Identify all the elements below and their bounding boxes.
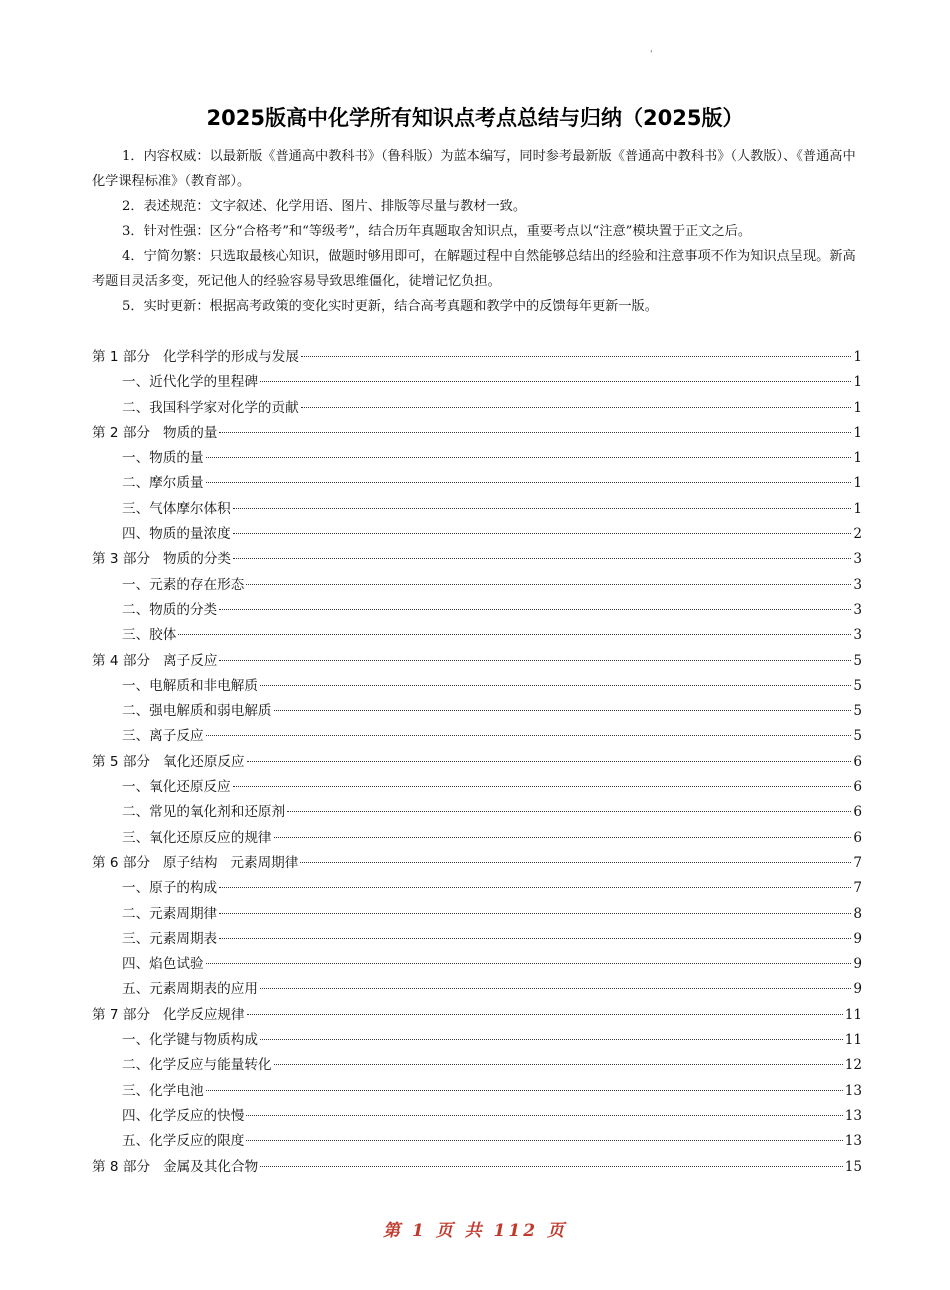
toc-page-number: 13 <box>844 1107 862 1124</box>
toc-entry-title: 一、化学键与物质构成 <box>122 1032 258 1049</box>
toc-page-number: 5 <box>853 728 862 745</box>
toc-entry-title: 化学反应规律 <box>163 1006 245 1023</box>
toc-dot-leader <box>206 457 852 458</box>
toc-dot-leader <box>300 862 851 863</box>
toc-dot-leader <box>247 1014 843 1015</box>
document-title: 2025版高中化学所有知识点考点总结与归纳（2025版） <box>206 106 744 130</box>
toc-page-number: 9 <box>853 956 862 973</box>
toc-entry-title: 二、元素周期律 <box>122 905 218 922</box>
toc-entry-title: 三、离子反应 <box>122 728 204 745</box>
toc-page-number: 1 <box>853 424 862 441</box>
toc-section-entry[interactable] <box>92 902 862 927</box>
toc-entry-title: 三、化学电池 <box>122 1082 204 1099</box>
toc-dot-leader <box>260 685 851 686</box>
toc-chapter-number: 第 3 部分 <box>92 551 164 568</box>
toc-entry-title: 氧化还原反应 <box>163 753 245 770</box>
toc-dot-leader <box>178 634 851 635</box>
toc-section-entry[interactable] <box>92 623 862 648</box>
intro-paragraph: 2．表述规范：文字叙述、化学用语、图片、排版等尽量与教材一致。 <box>122 199 527 214</box>
toc-dot-leader <box>219 609 851 610</box>
toc-dot-leader <box>301 407 852 408</box>
toc-dot-leader <box>206 482 852 483</box>
toc-entry-title: 四、化学反应的快慢 <box>122 1107 245 1124</box>
toc-chapter-number: 第 5 部分 <box>92 753 164 770</box>
toc-entry-title: 一、物质的量 <box>122 450 204 467</box>
toc-page-number: 2 <box>853 526 862 543</box>
table-of-contents <box>92 345 862 1180</box>
toc-section-entry[interactable] <box>92 446 862 471</box>
toc-entry-title: 三、氧化还原反应的规律 <box>122 829 272 846</box>
toc-entry-title: 原子结构 元素周期律 <box>163 854 299 871</box>
toc-section-entry[interactable] <box>92 1129 862 1154</box>
toc-chapter-number: 第 6 部分 <box>92 854 164 871</box>
toc-dot-leader <box>260 988 851 989</box>
toc-dot-leader <box>219 938 851 939</box>
toc-page-number: 1 <box>853 475 862 492</box>
toc-dot-leader <box>219 887 851 888</box>
toc-section-entry[interactable] <box>92 927 862 952</box>
toc-entry-title: 金属及其化合物 <box>163 1158 259 1175</box>
toc-section-entry[interactable] <box>92 370 862 395</box>
toc-entry-title: 二、化学反应与能量转化 <box>122 1057 272 1074</box>
toc-entry-title: 二、强电解质和弱电解质 <box>122 703 272 720</box>
toc-page-number: 1 <box>853 374 862 391</box>
toc-section-entry[interactable] <box>92 977 862 1002</box>
intro-paragraph: 4．宁简勿繁：只选取最核心知识，做题时够用即可，在解题过程中自然能够总结出的经验和注意事项不作为知识点呈现。新高考题目灵活多变，死记他人的经验容易导致思维僵化，徒增记忆负担。 <box>92 249 856 289</box>
toc-entry-title: 五、化学反应的限度 <box>122 1133 245 1150</box>
toc-page-number: 6 <box>853 779 862 796</box>
toc-chapter-entry[interactable] <box>92 1003 862 1028</box>
toc-page-number: 11 <box>844 1006 862 1023</box>
toc-entry-title: 三、元素周期表 <box>122 930 218 947</box>
toc-page-number: 9 <box>853 930 862 947</box>
toc-page-number: 5 <box>853 652 862 669</box>
toc-section-entry[interactable] <box>92 952 862 977</box>
toc-entry-title: 物质的量 <box>163 424 218 441</box>
toc-page-number: 15 <box>844 1158 862 1175</box>
header-mark: ' <box>650 50 653 60</box>
toc-entry-title: 一、近代化学的里程碑 <box>122 374 258 391</box>
toc-dot-leader <box>219 432 851 433</box>
toc-chapter-entry[interactable] <box>92 750 862 775</box>
toc-chapter-number: 第 8 部分 <box>92 1158 164 1175</box>
toc-section-entry[interactable] <box>92 1079 862 1104</box>
footer-total-pages: 112 <box>493 1221 539 1241</box>
toc-entry-title: 物质的分类 <box>163 551 232 568</box>
toc-entry-title: 三、气体摩尔体积 <box>122 500 231 517</box>
toc-dot-leader <box>233 508 852 509</box>
toc-dot-leader <box>206 1090 843 1091</box>
toc-entry-title: 二、我国科学家对化学的贡献 <box>122 399 299 416</box>
footer-current-page: 1 <box>411 1221 427 1241</box>
toc-entry-title: 二、物质的分类 <box>122 601 218 618</box>
toc-entry-title: 一、元素的存在形态 <box>122 576 245 593</box>
toc-section-entry[interactable] <box>92 775 862 800</box>
toc-page-number: 13 <box>844 1133 862 1150</box>
toc-section-entry[interactable] <box>92 699 862 724</box>
toc-entry-title: 四、焰色试验 <box>122 956 204 973</box>
toc-dot-leader <box>260 1039 843 1040</box>
toc-page-number: 5 <box>853 703 862 720</box>
toc-dot-leader <box>287 811 851 812</box>
toc-dot-leader <box>274 710 852 711</box>
toc-section-entry[interactable] <box>92 724 862 749</box>
toc-section-entry[interactable] <box>92 1028 862 1053</box>
toc-dot-leader <box>206 735 852 736</box>
toc-page-number: 3 <box>853 576 862 593</box>
toc-page-number: 3 <box>853 551 862 568</box>
toc-entry-title: 化学科学的形成与发展 <box>163 349 299 365</box>
toc-dot-leader <box>233 558 851 559</box>
toc-section-entry[interactable] <box>92 522 862 547</box>
toc-entry-title: 二、摩尔质量 <box>122 475 204 492</box>
toc-dot-leader <box>247 761 852 762</box>
toc-section-entry[interactable] <box>92 826 862 851</box>
toc-page-number: 6 <box>853 804 862 821</box>
toc-page-number: 6 <box>853 829 862 846</box>
intro-paragraph: 3．针对性强：区分“合格考”和“等级考”，结合历年真题取舍知识点，重要考点以“注意”模块置于正文之后。 <box>122 224 752 239</box>
toc-chapter-entry[interactable] <box>92 851 862 876</box>
toc-chapter-entry[interactable] <box>92 649 862 674</box>
toc-entry-title: 三、胶体 <box>122 627 177 644</box>
footer-middle: 页 共 <box>435 1221 485 1241</box>
toc-page-number: 7 <box>853 854 862 871</box>
toc-chapter-number: 第 1 部分 <box>92 349 164 365</box>
toc-chapter-entry[interactable] <box>92 547 862 572</box>
intro-paragraph: 1．内容权威：以最新版《普通高中教科书》（鲁科版）为蓝本编写，同时参考最新版《普通高中教科书》（人教版）、《普通高中化学课程标准》（教育部）。 <box>92 149 856 189</box>
toc-section-entry[interactable] <box>92 396 862 421</box>
footer-suffix: 页 <box>546 1221 567 1241</box>
toc-dot-leader <box>206 963 852 964</box>
toc-entry-title: 五、元素周期表的应用 <box>122 981 258 998</box>
toc-entry-title: 四、物质的量浓度 <box>122 526 231 543</box>
toc-dot-leader <box>219 660 851 661</box>
toc-page-number: 9 <box>853 981 862 998</box>
toc-page-number: 1 <box>853 500 862 517</box>
toc-section-entry[interactable] <box>92 876 862 901</box>
toc-chapter-number: 第 4 部分 <box>92 652 164 669</box>
intro-section <box>92 144 862 319</box>
toc-dot-leader <box>246 1115 842 1116</box>
toc-page-number: 5 <box>853 677 862 694</box>
toc-dot-leader <box>246 1140 842 1141</box>
toc-dot-leader <box>233 533 852 534</box>
toc-section-entry[interactable] <box>92 800 862 825</box>
footer-prefix: 第 <box>383 1221 404 1241</box>
toc-page-number: 7 <box>853 880 862 897</box>
toc-dot-leader <box>274 837 852 838</box>
toc-dot-leader <box>219 913 851 914</box>
intro-paragraph: 5．实时更新：根据高考政策的变化实时更新，结合高考真题和教学中的反馈每年更新一版。 <box>122 299 658 314</box>
toc-chapter-number: 第 2 部分 <box>92 424 164 441</box>
toc-page-number: 1 <box>853 450 862 467</box>
toc-chapter-entry[interactable] <box>92 1155 862 1180</box>
toc-page-number: 12 <box>844 1057 862 1074</box>
toc-page-number: 1 <box>853 399 862 416</box>
page-footer <box>0 1216 950 1241</box>
toc-section-entry[interactable] <box>92 497 862 522</box>
toc-chapter-number: 第 7 部分 <box>92 1006 164 1023</box>
toc-dot-leader <box>260 381 851 382</box>
toc-page-number: 6 <box>853 753 862 770</box>
toc-entry-title: 一、电解质和非电解质 <box>122 677 258 694</box>
toc-entry-title: 二、常见的氧化剂和还原剂 <box>122 804 286 821</box>
toc-chapter-entry[interactable] <box>92 345 862 370</box>
toc-dot-leader <box>274 1064 843 1065</box>
toc-section-entry[interactable] <box>92 1053 862 1078</box>
toc-page-number: 1 <box>853 349 862 365</box>
toc-dot-leader <box>233 786 852 787</box>
toc-dot-leader <box>260 1166 842 1167</box>
toc-section-entry[interactable] <box>92 674 862 699</box>
toc-section-entry[interactable] <box>92 598 862 623</box>
toc-section-entry[interactable] <box>92 573 862 598</box>
toc-page-number: 3 <box>853 627 862 644</box>
toc-section-entry[interactable] <box>92 471 862 496</box>
toc-entry-title: 一、氧化还原反应 <box>122 779 231 796</box>
toc-page-number: 11 <box>844 1032 862 1049</box>
toc-page-number: 13 <box>844 1082 862 1099</box>
toc-section-entry[interactable] <box>92 1104 862 1129</box>
toc-page-number: 8 <box>853 905 862 922</box>
toc-dot-leader <box>246 584 851 585</box>
toc-page-number: 3 <box>853 601 862 618</box>
toc-entry-title: 离子反应 <box>163 652 218 669</box>
toc-dot-leader <box>301 356 851 357</box>
toc-chapter-entry[interactable] <box>92 421 862 446</box>
toc-entry-title: 一、原子的构成 <box>122 880 218 897</box>
